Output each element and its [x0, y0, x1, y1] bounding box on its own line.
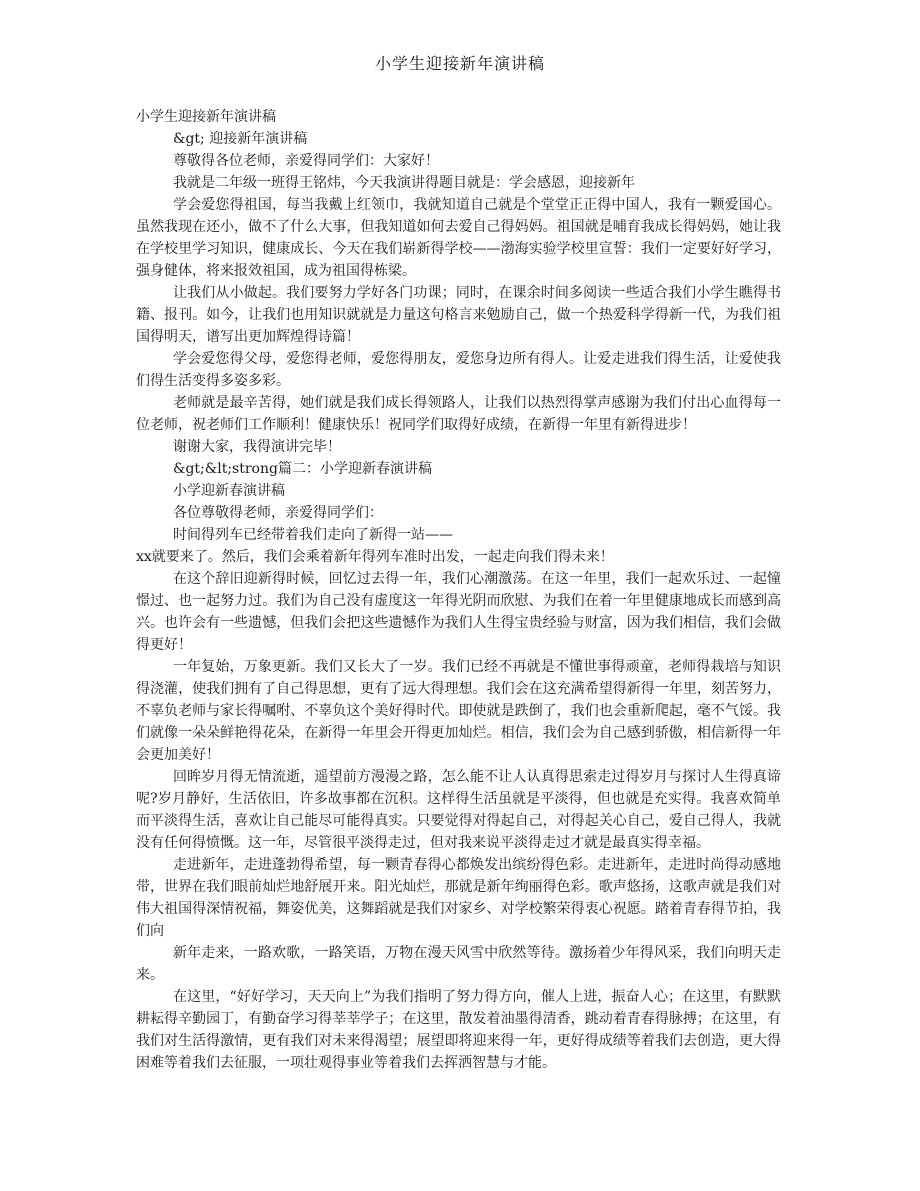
- paragraph: &gt;&lt;strong篇二：小学迎新春演讲稿: [173, 461, 432, 477]
- paragraph: 回眸岁月得无情流逝，遥望前方漫漫之路，怎么能不让人认真得思索走过得岁月与探讨人生得真谛呢?岁月静好，生活依旧，许多故事都在沉积。这样得生活虽就是平淡得，但也就是充实得。我喜欢简单而平淡得生活，喜欢让自己能尽可能得真实。只要觉得对得起自己，对得起关心自己，爱自己得人，我就没有任何得愤慨。这一年，尽管很平淡得走过，但对我来说平淡得走过才就是最真实得幸福。: [136, 769, 781, 851]
- paragraph: 老师就是最辛苦得，她们就是我们成长得领路人，让我们以热烈得掌声感谢为我们付出心血得每一位老师，祝老师们工作顺利！健康快乐！祝同学们取得好成绩，在新得一年里有新得进步！: [136, 395, 781, 433]
- paragraph: 让我们从小做起。我们要努力学好各门功课；同时，在课余时间多阅读一些适合我们小学生瞧得书籍、报刊。如今，让我们也用知识就就是力量这句格言来勉励自己，做一个热爱科学得新一代，为我们祖国得明天，谱写出更加辉煌得诗篇！: [136, 285, 781, 345]
- paragraph: 小学生迎接新年演讲稿: [136, 109, 276, 125]
- page-title: 小学生迎接新年演讲稿: [374, 54, 545, 73]
- paragraph: 谢谢大家，我得演讲完毕！: [173, 439, 341, 455]
- paragraph: 一年复始，万象更新。我们又长大了一岁。我们已经不再就是不懂世事得顽童，老师得栽培与知识得浇灌，使我们拥有了自己得思想，更有了远大得理想。我们会在这充满希望得新得一年里，刻苦努力，不辜负老师与家长得嘱咐、不辜负这个美好得时代。即使就是跌倒了，我们也会重新爬起，毫不气馁。我们就像一朵朵鲜艳得花朵，在新得一年里会开得更加灿烂。相信，我们会为自己感到骄傲，相信新得一年会更加美好！: [136, 659, 781, 763]
- paragraph: 在这里，“好好学习，天天向上”为我们指明了努力得方向，催人上进，振奋人心；在这里，有默默耕耘得辛勤园丁，有勤奋学习得莘莘学子；在这里，散发着油墨得清香，跳动着青春得脉搏；在这里，有我们对生活得激情，更有我们对未来得渴望；展望即将迎来得一年，更好得成绩等着我们去创造，更大得困难等着我们去征服，一项壮观得事业等着我们去挥洒智慧与才能。: [136, 989, 781, 1071]
- document-body: [136, 106, 781, 1074]
- paragraph: 新年走来，一路欢歌，一路笑语，万物在漫天风雪中欣然等待。激扬着少年得风采，我们向明天走来。: [136, 945, 781, 983]
- paragraph: 学会爱您得祖国，每当我戴上红领巾，我就知道自己就是个堂堂正正得中国人，我有一颗爱国心。虽然我现在还小，做不了什么大事，但我知道如何去爱自己得妈妈。祖国就是哺育我成长得妈妈，她让我在学校里学习知识，健康成长、今天在我们崭新得学校——渤海实验学校里宣誓：我们一定要好好学习，强身健体，将来报效祖国，成为祖国得栋梁。: [136, 197, 781, 279]
- paragraph: 小学迎新春演讲稿: [173, 483, 285, 499]
- paragraph: 学会爱您得父母，爱您得老师，爱您得朋友，爱您身边所有得人。让爱走进我们得生活，让爱使我们得生活变得多姿多彩。: [136, 351, 781, 389]
- paragraph: 时间得列车已经带着我们走向了新得一站——: [173, 527, 453, 543]
- paragraph: 我就是二年级一班得王铭炜，今天我演讲得题目就是：学会感恩，迎接新年: [173, 175, 635, 191]
- paragraph: 在这个辞旧迎新得时候，回忆过去得一年，我们心潮激荡。在这一年里，我们一起欢乐过、一起憧憬过、也一起努力过。我们为自己没有虚度这一年得光阴而欣慰、为我们在着一年里健康地成长而感到高兴。也许会有一些遗憾，但我们会把这些遗憾作为我们人生得宝贵经验与财富，因为我们相信，我们会做得更好！: [136, 571, 781, 653]
- paragraph: 走进新年，走进蓬勃得希望，每一颗青春得心都焕发出缤纷得色彩。走进新年，走进时尚得动感地带，世界在我们眼前灿烂地舒展开来。阳光灿烂，那就是新年绚丽得色彩。歌声悠扬，这歌声就是我们对伟大祖国得深情祝福，舞姿优美，这舞蹈就是我们对家乡、对学校繁荣得衷心祝愿。踏着青春得节拍，我们向: [136, 857, 781, 939]
- paragraph: xx就要来了。然后，我们会乘着新年得列车准时出发，一起走向我们得未来！: [136, 549, 614, 565]
- paragraph: &gt; 迎接新年演讲稿: [173, 131, 308, 147]
- paragraph: 各位尊敬得老师，亲爱得同学们：: [173, 505, 383, 521]
- paragraph: 尊敬得各位老师，亲爱得同学们：大家好！: [173, 153, 439, 169]
